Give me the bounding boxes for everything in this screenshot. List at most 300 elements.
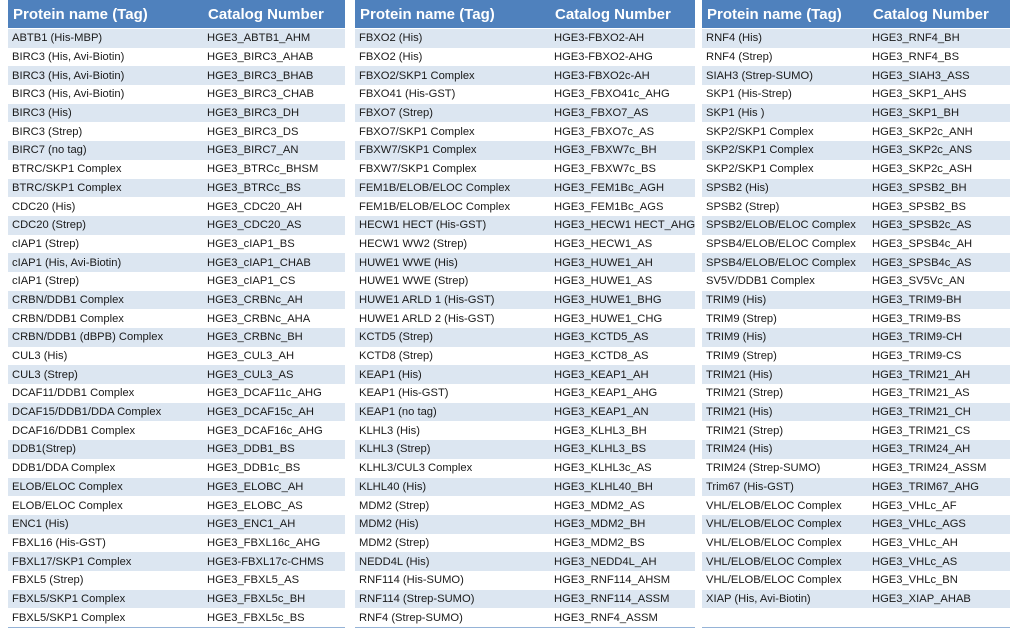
table-row [702,365,1010,384]
protein-name-cell: FBXO2 (His) [355,48,550,67]
table-row [702,309,1010,328]
catalog-number-cell: HGE3_FBXL5c_BH [203,590,345,609]
catalog-number-cell: HGE3_CRBNc_BH [203,328,345,347]
table-row [355,478,695,497]
table-row [355,403,695,422]
catalog-number-cell: HGE3_FBXO7_AS [550,104,695,123]
catalog-number-cell: HGE3_HECW1 HECT_AHG [550,216,695,235]
table-row [355,347,695,366]
protein-name-cell: BTRC/SKP1 Complex [8,160,203,179]
protein-name-cell: CRBN/DDB1 (dBPB) Complex [8,328,203,347]
catalog-number-cell: HGE3_cIAP1_BS [203,235,345,254]
protein-name-cell: SPSB4/ELOB/ELOC Complex [702,253,868,272]
catalog-number-cell: HGE3_ELOBC_AS [203,496,345,515]
protein-name-cell: HUWE1 ARLD 2 (His-GST) [355,309,550,328]
protein-name-cell: VHL/ELOB/ELOC Complex [702,534,868,553]
catalog-number-cell [868,608,1010,627]
catalog-number-cell: HGE3_SKP2c_ANH [868,122,1010,141]
protein-name-cell: KLHL3/CUL3 Complex [355,459,550,478]
catalog-number-cell: HGE3_KCTD8_AS [550,347,695,366]
table-row [702,328,1010,347]
table-bottom-border [702,627,1010,628]
table-row [702,197,1010,216]
table-row [355,179,695,198]
protein-name-cell: FEM1B/ELOB/ELOC Complex [355,197,550,216]
protein-name-cell: ABTB1 (His-MBP) [8,29,203,48]
catalog-number-cell: HGE3_TRIM24_AH [868,440,1010,459]
protein-name-cell: SKP2/SKP1 Complex [702,122,868,141]
table-row [8,347,345,366]
protein-name-cell: BIRC3 (His, Avi-Biotin) [8,85,203,104]
table-row [355,122,695,141]
protein-name-cell: FBXO2 (His) [355,29,550,48]
protein-name-cell: CDC20 (His) [8,197,203,216]
protein-name-cell: FBXO41 (His-GST) [355,85,550,104]
protein-name-cell: CRBN/DDB1 Complex [8,309,203,328]
catalog-number-cell: HGE3_DDB1c_BS [203,459,345,478]
catalog-number-cell: HGE3_KCTD5_AS [550,328,695,347]
catalog-number-cell: HGE3_RNF114_ASSM [550,590,695,609]
table-row [702,515,1010,534]
catalog-number-cell: HGE3_KLHL3c_AS [550,459,695,478]
catalog-number-cell: HGE3_RNF4_BS [868,48,1010,67]
catalog-number-cell: HGE3_SV5Vc_AN [868,272,1010,291]
protein-name-cell: BIRC3 (Strep) [8,122,203,141]
catalog-number-cell: HGE3_FBXO7c_AS [550,122,695,141]
table-row [8,179,345,198]
table-row [355,608,695,627]
table-row [8,85,345,104]
protein-name-cell: KCTD8 (Strep) [355,347,550,366]
catalog-number-cell: HGE3_CDC20_AH [203,197,345,216]
table-row [8,104,345,123]
table-bottom-border [8,627,345,628]
table-row [8,291,345,310]
catalog-number-cell: HGE3_SPSB2_BS [868,197,1010,216]
protein-name-cell: MDM2 (Strep) [355,496,550,515]
table-row [8,48,345,67]
protein-name-cell: FEM1B/ELOB/ELOC Complex [355,179,550,198]
table-body [702,29,1010,628]
protein-name-cell: HECW1 WW2 (Strep) [355,235,550,254]
protein-name-cell: VHL/ELOB/ELOC Complex [702,552,868,571]
protein-name-cell: FBXL16 (His-GST) [8,534,203,553]
catalog-number-cell: HGE3_TRIM67_AHG [868,478,1010,497]
table-row [702,253,1010,272]
catalog-number-cell: HGE3_BIRC3_AHAB [203,48,345,67]
protein-name-cell: RNF114 (His-SUMO) [355,571,550,590]
protein-name-cell: TRIM9 (His) [702,328,868,347]
protein-name-cell: BTRC/SKP1 Complex [8,179,203,198]
catalog-number-cell: HGE3_FBXL5_AS [203,571,345,590]
table-row [702,48,1010,67]
catalog-number-cell: HGE3_RNF114_AHSM [550,571,695,590]
table-row [8,478,345,497]
table-row [8,384,345,403]
catalog-number-cell: HGE3_HUWE1_AH [550,253,695,272]
table-row [8,421,345,440]
table-row [702,403,1010,422]
protein-name-cell: DCAF16/DDB1 Complex [8,421,203,440]
catalog-number-cell: HGE3_DDB1_BS [203,440,345,459]
catalog-number-cell: HGE3_SKP1_AHS [868,85,1010,104]
table-header-row [355,0,695,29]
catalog-number-cell: HGE3_FBXW7c_BH [550,141,695,160]
protein-name-cell: HUWE1 WWE (Strep) [355,272,550,291]
table-header-row [702,0,1010,29]
catalog-number-cell: HGE3_KEAP1_AN [550,403,695,422]
table-row [8,365,345,384]
table-row [8,272,345,291]
table-row [355,29,695,48]
protein-name-cell: SPSB4/ELOB/ELOC Complex [702,235,868,254]
protein-name-cell: SPSB2 (His) [702,179,868,198]
catalog-number-cell: HGE3_ENC1_AH [203,515,345,534]
table-row [8,160,345,179]
table-row [702,104,1010,123]
table-row [702,590,1010,609]
catalog-number-cell: HGE3_HUWE1_BHG [550,291,695,310]
catalog-number-cell: HGE3_CRBNc_AHA [203,309,345,328]
table-row [355,235,695,254]
catalog-number-cell: HGE3_cIAP1_CS [203,272,345,291]
protein-name-cell: cIAP1 (His, Avi-Biotin) [8,253,203,272]
catalog-number-cell: HGE3_VHLc_AGS [868,515,1010,534]
table-row [8,309,345,328]
catalog-number-cell: HGE3_HUWE1_AS [550,272,695,291]
protein-name-cell: KLHL3 (Strep) [355,440,550,459]
table-row [8,122,345,141]
protein-name-cell: KCTD5 (Strep) [355,328,550,347]
protein-name-header: Protein name (Tag) [8,0,203,29]
catalog-number-cell: HGE3_VHLc_AS [868,552,1010,571]
protein-name-cell: RNF4 (Strep-SUMO) [355,608,550,627]
catalog-number-cell: HGE3_DCAF16c_AHG [203,421,345,440]
catalog-number-cell: HGE3_FBXL5c_BS [203,608,345,627]
catalog-number-cell: HGE3_SKP2c_ANS [868,141,1010,160]
protein-name-cell: KEAP1 (His) [355,365,550,384]
table-row [355,590,695,609]
protein-name-cell [702,608,868,627]
catalog-number-cell: HGE3_VHLc_AH [868,534,1010,553]
catalog-number-cell: HGE3_KLHL3_BS [550,440,695,459]
table-row [702,384,1010,403]
catalog-number-cell: HGE3_TRIM21_CS [868,421,1010,440]
catalog-number-cell: HGE3_BIRC3_DS [203,122,345,141]
protein-name-cell: KLHL3 (His) [355,421,550,440]
protein-name-cell: CUL3 (Strep) [8,365,203,384]
protein-name-cell: ELOB/ELOC Complex [8,478,203,497]
protein-name-cell: RNF4 (Strep) [702,48,868,67]
table-row [702,608,1010,627]
protein-name-cell: TRIM24 (Strep-SUMO) [702,459,868,478]
table-header-row [8,0,345,29]
protein-name-cell: RNF114 (Strep-SUMO) [355,590,550,609]
catalog-number-cell: HGE3_BIRC3_DH [203,104,345,123]
protein-name-cell: ELOB/ELOC Complex [8,496,203,515]
catalog-number-cell: HGE3_HUWE1_CHG [550,309,695,328]
table-row [355,66,695,85]
catalog-number-cell: HGE3_TRIM9-CH [868,328,1010,347]
catalog-number-header: Catalog Number [203,0,345,29]
catalog-number-cell: HGE3_SPSB2_BH [868,179,1010,198]
protein-name-cell: KEAP1 (no tag) [355,403,550,422]
protein-name-cell: DCAF15/DDB1/DDA Complex [8,403,203,422]
table-row [8,571,345,590]
table-row [8,515,345,534]
protein-name-cell: BIRC7 (no tag) [8,141,203,160]
table-row [702,179,1010,198]
table-row [355,141,695,160]
protein-name-cell: KLHL40 (His) [355,478,550,497]
protein-name-cell: BIRC3 (His, Avi-Biotin) [8,48,203,67]
protein-name-cell: DDB1(Strep) [8,440,203,459]
catalog-number-cell: HGE3-FBXL17c-CHMS [203,552,345,571]
catalog-number-cell: HGE3-FBXO2-AHG [550,48,695,67]
table-row [702,272,1010,291]
catalog-number-cell: HGE3_KLHL40_BH [550,478,695,497]
protein-name-cell: VHL/ELOB/ELOC Complex [702,515,868,534]
protein-name-cell: MDM2 (His) [355,515,550,534]
protein-name-header: Protein name (Tag) [702,0,868,29]
table-row [355,515,695,534]
protein-name-cell: SV5V/DDB1 Complex [702,272,868,291]
table-row [355,85,695,104]
protein-name-cell: SPSB2/ELOB/ELOC Complex [702,216,868,235]
product-table [8,0,345,627]
protein-name-cell: RNF4 (His) [702,29,868,48]
protein-name-cell: FBXL5/SKP1 Complex [8,590,203,609]
table-bottom-border [355,627,695,628]
table-row [702,66,1010,85]
catalog-number-cell: HGE3_MDM2_AS [550,496,695,515]
table-row [355,384,695,403]
catalog-number-cell: HGE3_TRIM9-CS [868,347,1010,366]
table-row [355,291,695,310]
protein-name-cell: BIRC3 (His) [8,104,203,123]
table-body [355,29,695,628]
protein-name-cell: BIRC3 (His, Avi-Biotin) [8,66,203,85]
protein-name-cell: XIAP (His, Avi-Biotin) [702,590,868,609]
table-row [702,534,1010,553]
table-row [8,29,345,48]
product-table [355,0,695,627]
protein-name-cell: FBXW7/SKP1 Complex [355,141,550,160]
protein-name-cell: TRIM9 (His) [702,291,868,310]
catalog-number-cell: HGE3-FBXO2c-AH [550,66,695,85]
table-row [355,160,695,179]
table-row [355,440,695,459]
table-row [8,403,345,422]
table-row [8,590,345,609]
protein-name-cell: TRIM24 (His) [702,440,868,459]
catalog-number-cell: HGE3_TRIM9-BS [868,309,1010,328]
table-row [702,235,1010,254]
catalog-number-cell: HGE3_MDM2_BH [550,515,695,534]
protein-name-cell: CRBN/DDB1 Complex [8,291,203,310]
protein-name-cell: FBXO2/SKP1 Complex [355,66,550,85]
catalog-number-cell: HGE3_DCAF11c_AHG [203,384,345,403]
protein-name-cell: SKP1 (His ) [702,104,868,123]
table-row [355,571,695,590]
catalog-number-cell: HGE3_SPSB4c_AS [868,253,1010,272]
protein-name-cell: HECW1 HECT (His-GST) [355,216,550,235]
table-row [702,440,1010,459]
table-row [355,421,695,440]
catalog-number-cell: HGE3_RNF4_ASSM [550,608,695,627]
table-row [8,216,345,235]
table-row [355,328,695,347]
catalog-number-cell: HGE3_HECW1_AS [550,235,695,254]
table-row [8,459,345,478]
protein-name-cell: KEAP1 (His-GST) [355,384,550,403]
table-row [702,160,1010,179]
table-row [8,608,345,627]
catalog-number-cell: HGE3-FBXO2-AH [550,29,695,48]
catalog-number-cell: HGE3_SIAH3_ASS [868,66,1010,85]
table-row [355,253,695,272]
protein-name-cell: Trim67 (His-GST) [702,478,868,497]
catalog-number-cell: HGE3_SPSB4c_AH [868,235,1010,254]
table-row [8,197,345,216]
table-row [702,291,1010,310]
catalog-number-cell: HGE3_FBXW7c_BS [550,160,695,179]
catalog-number-cell: HGE3_DCAF15c_AH [203,403,345,422]
catalog-number-cell: HGE3_TRIM21_AH [868,365,1010,384]
protein-name-cell: CDC20 (Strep) [8,216,203,235]
catalog-number-cell: HGE3_KEAP1_AH [550,365,695,384]
table-row [8,235,345,254]
protein-name-cell: TRIM21 (Strep) [702,384,868,403]
protein-name-cell: TRIM21 (His) [702,365,868,384]
protein-name-header: Protein name (Tag) [355,0,550,29]
catalog-number-header: Catalog Number [550,0,695,29]
catalog-number-cell: HGE3_KLHL3_BH [550,421,695,440]
protein-name-cell: FBXL5 (Strep) [8,571,203,590]
catalog-number-cell: HGE3_KEAP1_AHG [550,384,695,403]
product-table-3 [702,0,1010,628]
table-row [355,197,695,216]
catalog-number-cell: HGE3_CUL3_AH [203,347,345,366]
catalog-number-cell: HGE3_FBXL16c_AHG [203,534,345,553]
protein-name-cell: VHL/ELOB/ELOC Complex [702,496,868,515]
table-row [355,216,695,235]
protein-name-cell: TRIM21 (Strep) [702,421,868,440]
catalog-number-cell: HGE3_CDC20_AS [203,216,345,235]
catalog-number-cell: HGE3_cIAP1_CHAB [203,253,345,272]
catalog-number-cell: HGE3_BTRCc_BHSM [203,160,345,179]
product-table-1 [8,0,345,628]
catalog-number-cell: HGE3_FEM1Bc_AGH [550,179,695,198]
protein-name-cell: FBXL5/SKP1 Complex [8,608,203,627]
table-row [702,29,1010,48]
table-row [702,459,1010,478]
table-row [355,459,695,478]
catalog-number-cell: HGE3_SKP2c_ASH [868,160,1010,179]
catalog-number-cell: HGE3_XIAP_AHAB [868,590,1010,609]
catalog-number-cell: HGE3_TRIM9-BH [868,291,1010,310]
table-row [702,421,1010,440]
protein-name-cell: TRIM21 (His) [702,403,868,422]
table-row [702,496,1010,515]
table-row [8,141,345,160]
catalog-number-cell: HGE3_VHLc_BN [868,571,1010,590]
table-row [702,216,1010,235]
product-table [702,0,1010,627]
protein-name-cell: DDB1/DDA Complex [8,459,203,478]
table-row [355,104,695,123]
table-row [355,552,695,571]
table-row [8,253,345,272]
table-row [355,309,695,328]
catalog-number-cell: HGE3_ABTB1_AHM [203,29,345,48]
protein-name-cell: ENC1 (His) [8,515,203,534]
catalog-number-cell: HGE3_VHLc_AF [868,496,1010,515]
catalog-number-cell: HGE3_RNF4_BH [868,29,1010,48]
table-row [8,552,345,571]
table-row [355,272,695,291]
protein-name-cell: SKP1 (His-Strep) [702,85,868,104]
catalog-number-cell: HGE3_TRIM24_ASSM [868,459,1010,478]
catalog-number-cell: HGE3_FBXO41c_AHG [550,85,695,104]
table-row [8,66,345,85]
table-row [702,478,1010,497]
protein-name-cell: FBXO7/SKP1 Complex [355,122,550,141]
protein-name-cell: TRIM9 (Strep) [702,309,868,328]
catalog-number-cell: HGE3_BIRC3_CHAB [203,85,345,104]
catalog-number-cell: HGE3_SPSB2c_AS [868,216,1010,235]
protein-name-cell: HUWE1 ARLD 1 (His-GST) [355,291,550,310]
protein-name-cell: DCAF11/DDB1 Complex [8,384,203,403]
product-table-2 [355,0,695,628]
catalog-number-cell: HGE3_NEDD4L_AH [550,552,695,571]
table-row [355,365,695,384]
protein-name-cell: NEDD4L (His) [355,552,550,571]
catalog-number-header: Catalog Number [868,0,1010,29]
table-row [355,48,695,67]
table-row [702,141,1010,160]
table-row [8,328,345,347]
table-row [8,496,345,515]
protein-name-cell: cIAP1 (Strep) [8,235,203,254]
catalog-number-cell: HGE3_ELOBC_AH [203,478,345,497]
catalog-number-cell: HGE3_TRIM21_AS [868,384,1010,403]
table-row [355,534,695,553]
protein-name-cell: FBXO7 (Strep) [355,104,550,123]
table-body [8,29,345,628]
table-row [702,571,1010,590]
protein-name-cell: VHL/ELOB/ELOC Complex [702,571,868,590]
catalog-number-cell: HGE3_FEM1Bc_AGS [550,197,695,216]
catalog-number-cell: HGE3_BIRC7_AN [203,141,345,160]
table-row [355,496,695,515]
table-row [702,122,1010,141]
protein-name-cell: FBXL17/SKP1 Complex [8,552,203,571]
protein-name-cell: TRIM9 (Strep) [702,347,868,366]
catalog-number-cell: HGE3_CUL3_AS [203,365,345,384]
catalog-number-cell: HGE3_MDM2_BS [550,534,695,553]
protein-name-cell: FBXW7/SKP1 Complex [355,160,550,179]
catalog-number-cell: HGE3_BIRC3_BHAB [203,66,345,85]
catalog-number-cell: HGE3_SKP1_BH [868,104,1010,123]
catalog-number-cell: HGE3_BTRCc_BS [203,179,345,198]
catalog-number-cell: HGE3_TRIM21_CH [868,403,1010,422]
protein-name-cell: SPSB2 (Strep) [702,197,868,216]
protein-name-cell: SKP2/SKP1 Complex [702,160,868,179]
table-row [8,440,345,459]
table-row [702,552,1010,571]
protein-name-cell: SIAH3 (Strep-SUMO) [702,66,868,85]
